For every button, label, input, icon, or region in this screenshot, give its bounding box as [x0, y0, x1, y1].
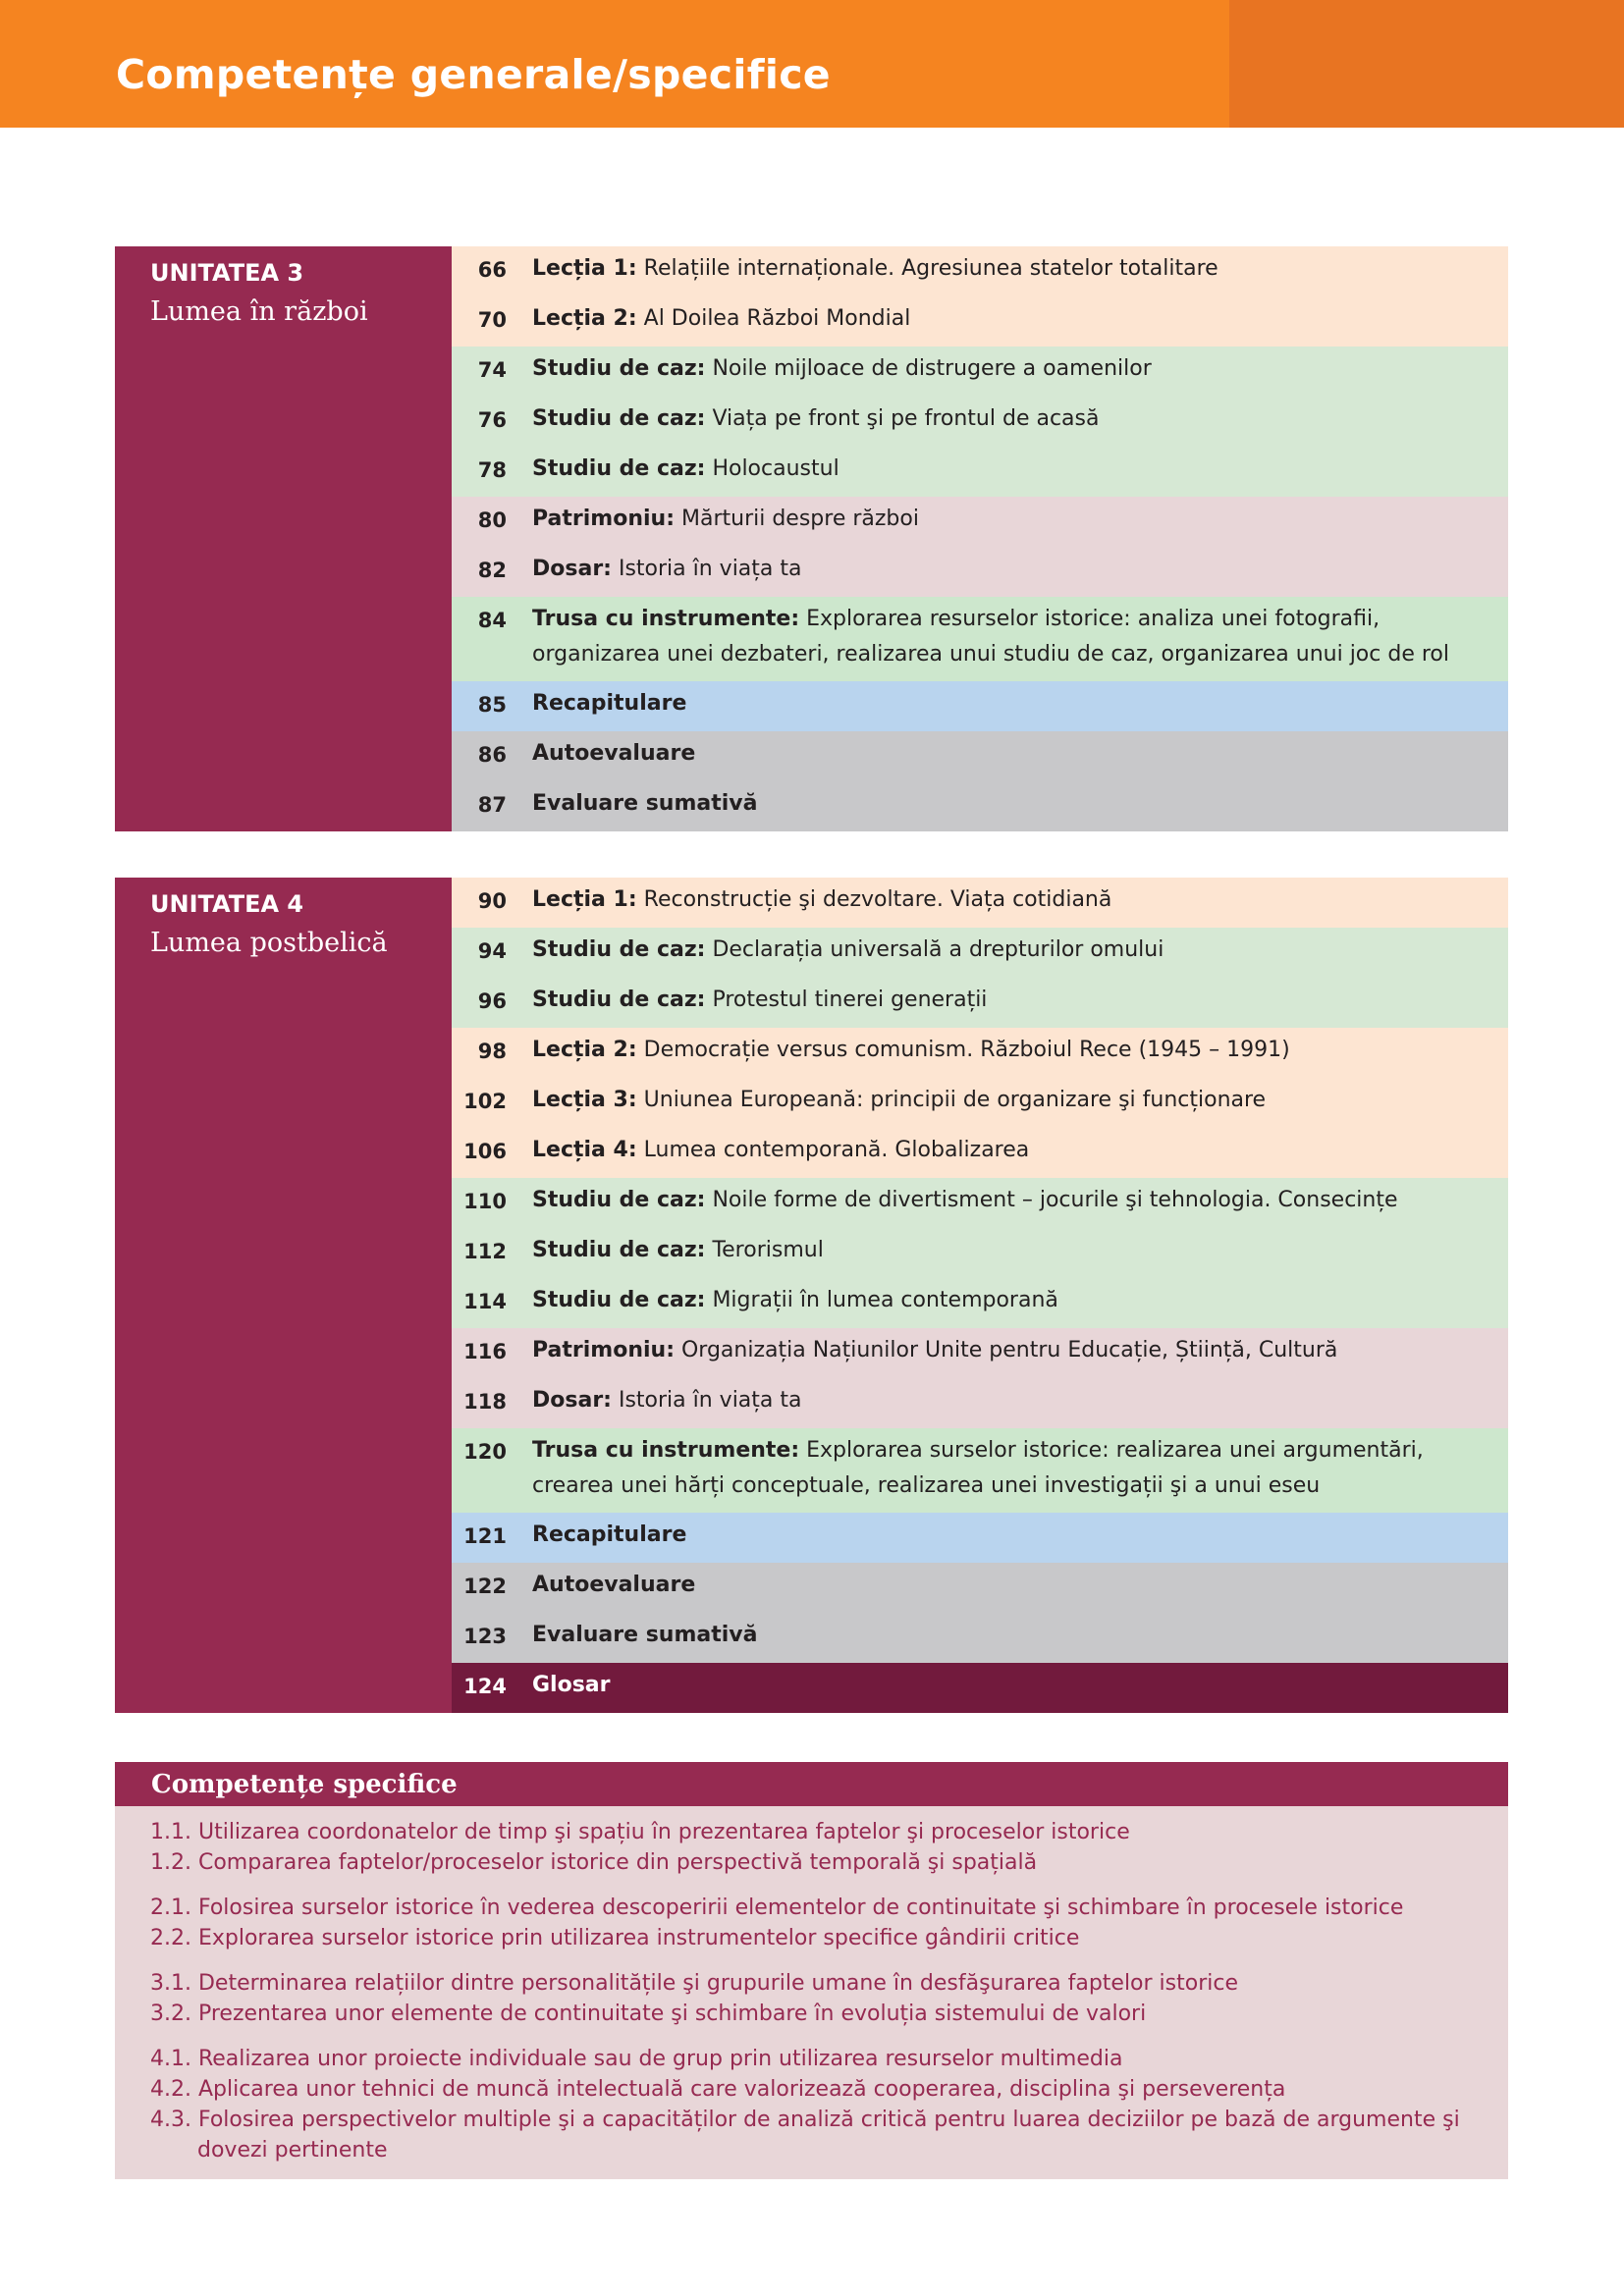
unit-4-block	[115, 878, 1508, 1713]
page-number: 118	[463, 1390, 507, 1414]
entry-label: Lecția 2:	[532, 1038, 637, 1062]
contents-row	[452, 497, 1508, 547]
entry-label: Studiu de caz:	[532, 1188, 706, 1212]
contents-row	[452, 878, 1508, 928]
entry-label: Evaluare sumativă	[532, 1623, 758, 1647]
entry-text	[532, 1333, 1475, 1368]
competence-group	[150, 1968, 1486, 2029]
entry-title: Noile mijloace de distrugere a oamenilor	[705, 356, 1152, 381]
specific-competences-box	[115, 1762, 1508, 2179]
entry-label: Evaluare sumativă	[532, 791, 758, 816]
contents-row	[452, 347, 1508, 397]
page-number: 94	[477, 939, 507, 963]
page-number: 80	[477, 508, 507, 532]
entry-title: Al Doilea Război Mondial	[636, 306, 911, 331]
entry-text	[532, 1668, 1475, 1703]
page-title: Competențe generale/specifice	[116, 51, 831, 98]
entry-text	[532, 1383, 1475, 1418]
contents-row	[452, 1078, 1508, 1128]
unit-contents-list	[452, 246, 1508, 831]
entry-label: Trusa cu instrumente:	[532, 607, 800, 631]
competence-group	[150, 1817, 1486, 1878]
competence-item: 1.1. Utilizarea coordonatelor de timp şi spațiu în prezentarea faptelor şi proceselor istorice	[150, 1820, 1130, 1844]
contents-row	[452, 1428, 1508, 1513]
competence-group	[150, 1893, 1486, 1953]
competence-item: 2.1. Folosirea surselor istorice în vederea descoperirii elementelor de continuitate şi schimbare în procesele istorice	[150, 1896, 1404, 1920]
competence-item: 1.2. Compararea faptelor/proceselor istorice din perspectivă temporală şi spațială	[150, 1850, 1038, 1875]
contents-row	[452, 597, 1508, 681]
unit-3-block	[115, 246, 1508, 831]
entry-text	[532, 452, 1475, 487]
contents-row	[452, 1663, 1508, 1713]
unit-side-panel	[115, 878, 452, 1713]
page-number: 121	[463, 1524, 507, 1548]
entry-label: Lecția 4:	[532, 1138, 637, 1162]
page-number: 110	[463, 1190, 507, 1213]
competence-item: 4.1. Realizarea unor proiecte individuale sau de grup prin utilizarea resurselor multimedia	[150, 2047, 1123, 2071]
entry-text	[532, 351, 1475, 387]
contents-row	[452, 1228, 1508, 1278]
competence-item: 4.2. Aplicarea unor tehnici de muncă intelectuală care valorizează cooperarea, disciplina şi perseverența	[150, 2077, 1286, 2102]
entry-text	[532, 502, 1475, 537]
page-number: 84	[477, 609, 507, 632]
entry-title: Lumea contemporană. Globalizarea	[636, 1138, 1030, 1162]
entry-text	[532, 1283, 1475, 1318]
entry-text	[532, 933, 1475, 968]
entry-label: Glosar	[532, 1673, 611, 1697]
entry-label: Dosar:	[532, 1388, 612, 1413]
entry-text	[532, 251, 1475, 287]
competence-group	[150, 2044, 1486, 2165]
entry-text	[532, 983, 1475, 1018]
competence-item: 3.1. Determinarea relațiilor dintre personalitățile şi grupurile umane în desfăşurarea faptelor istorice	[150, 1971, 1239, 1996]
entry-text	[532, 1618, 1475, 1653]
entry-text	[532, 1033, 1475, 1068]
entry-text	[532, 786, 1475, 822]
entry-label: Recapitulare	[532, 1522, 687, 1547]
contents-row	[452, 1178, 1508, 1228]
page-number: 76	[477, 408, 507, 432]
entry-text	[532, 882, 1475, 918]
entry-label: Studiu de caz:	[532, 1238, 706, 1262]
unit-subtitle: Lumea în război	[150, 296, 368, 327]
entry-title: Reconstrucție şi dezvoltare. Viața cotidiană	[636, 887, 1112, 912]
contents-row	[452, 246, 1508, 296]
competence-item: 3.2. Prezentarea unor elemente de continuitate şi schimbare în evoluția sistemului de valori	[150, 2002, 1147, 2026]
entry-title: Relațiile internaționale. Agresiunea statelor totalitare	[636, 256, 1218, 281]
contents-row	[452, 1378, 1508, 1428]
entry-label: Studiu de caz:	[532, 456, 706, 481]
entry-label: Lecția 1:	[532, 887, 637, 912]
contents-row	[452, 1613, 1508, 1663]
unit-name: UNITATEA 4	[150, 890, 304, 918]
unit-side-panel	[115, 246, 452, 831]
entry-title: Terorismul	[705, 1238, 824, 1262]
contents-row	[452, 1328, 1508, 1378]
entry-title: Explorarea surselor istorice: realizarea unei argumentări, crearea unei hărți conceptuale, realizarea unei investigații şi a unui eseu	[532, 1438, 1424, 1498]
entry-text	[532, 1433, 1475, 1504]
page-number: 120	[463, 1440, 507, 1464]
page-number: 102	[463, 1090, 507, 1113]
entry-label: Lecția 1:	[532, 256, 637, 281]
competence-item: 4.3. Folosirea perspectivelor multiple şi a capacităților de analiză critică pentru luarea deciziilor pe bază de argumente şi dovezi pertinente	[150, 2108, 1460, 2163]
page-number: 90	[477, 889, 507, 913]
contents-row	[452, 1028, 1508, 1078]
entry-title: Explorarea resurselor istorice: analiza unei fotografii, organizarea unei dezbateri, realizarea unui studiu de caz, organizarea unui joc de rol	[532, 607, 1449, 667]
entry-text	[532, 1083, 1475, 1118]
entry-title: Protestul tinerei generații	[705, 988, 988, 1012]
page-number: 74	[477, 358, 507, 382]
entry-title: Noile forme de divertisment – jocurile şi tehnologia. Consecințe	[705, 1188, 1398, 1212]
entry-text	[532, 1133, 1475, 1168]
header-accent-block	[1229, 0, 1624, 128]
entry-label: Recapitulare	[532, 691, 687, 716]
contents-row	[452, 447, 1508, 497]
entry-label: Studiu de caz:	[532, 988, 706, 1012]
entry-title: Declarația universală a drepturilor omului	[705, 937, 1164, 962]
page-number: 82	[477, 559, 507, 582]
entry-text	[532, 686, 1475, 721]
page-number: 98	[477, 1040, 507, 1063]
contents-row	[452, 1513, 1508, 1563]
competence-item: 2.2. Explorarea surselor istorice prin utilizarea instrumentelor specifice gândirii critice	[150, 1926, 1080, 1950]
competences-header	[115, 1762, 1508, 1806]
page-number: 70	[477, 308, 507, 332]
page-number: 87	[477, 793, 507, 817]
page-number: 66	[477, 258, 507, 282]
contents-row	[452, 1563, 1508, 1613]
entry-title: Istoria în viața ta	[611, 557, 802, 581]
entry-text	[532, 736, 1475, 772]
contents-row	[452, 296, 1508, 347]
entry-title: Democrație versus comunism. Războiul Rece (1945 – 1991)	[636, 1038, 1290, 1062]
contents-row	[452, 978, 1508, 1028]
entry-text	[532, 552, 1475, 587]
entry-label: Dosar:	[532, 557, 612, 581]
contents-row	[452, 1128, 1508, 1178]
page-number: 114	[463, 1290, 507, 1313]
contents-row	[452, 397, 1508, 447]
contents-row	[452, 928, 1508, 978]
unit-contents-list	[452, 878, 1508, 1713]
entry-title: Uniunea Europeană: principii de organizare şi funcționare	[636, 1088, 1267, 1112]
entry-label: Autoevaluare	[532, 1573, 696, 1597]
page-number: 123	[463, 1625, 507, 1648]
competences-title: Competențe specifice	[151, 1770, 458, 1799]
entry-label: Studiu de caz:	[532, 406, 706, 431]
entry-label: Lecția 2:	[532, 306, 637, 331]
page-number: 96	[477, 989, 507, 1013]
page-number: 85	[477, 693, 507, 717]
entry-text	[532, 401, 1475, 437]
contents-row	[452, 681, 1508, 731]
page-number: 106	[463, 1140, 507, 1163]
entry-text	[532, 602, 1475, 672]
contents-row	[452, 547, 1508, 597]
unit-name: UNITATEA 3	[150, 259, 304, 287]
page-number: 124	[463, 1675, 507, 1698]
entry-label: Patrimoniu:	[532, 507, 675, 531]
entry-title: Istoria în viața ta	[611, 1388, 802, 1413]
entry-label: Studiu de caz:	[532, 937, 706, 962]
page-number: 112	[463, 1240, 507, 1263]
entry-text	[532, 1183, 1475, 1218]
contents-row	[452, 781, 1508, 831]
entry-text	[532, 1568, 1475, 1603]
entry-title: Holocaustul	[705, 456, 839, 481]
entry-label: Studiu de caz:	[532, 1288, 706, 1312]
entry-title: Organizația Națiunilor Unite pentru Educație, Știință, Cultură	[675, 1338, 1338, 1362]
entry-title: Migrații în lumea contemporană	[705, 1288, 1058, 1312]
entry-text	[532, 1233, 1475, 1268]
page-number: 122	[463, 1575, 507, 1598]
page-number: 86	[477, 743, 507, 767]
entry-label: Lecția 3:	[532, 1088, 637, 1112]
entry-label: Studiu de caz:	[532, 356, 706, 381]
entry-title: Mărturii despre război	[675, 507, 919, 531]
unit-subtitle: Lumea postbelică	[150, 928, 388, 958]
entry-text	[532, 1518, 1475, 1553]
entry-label: Trusa cu instrumente:	[532, 1438, 800, 1463]
entry-title: Viața pe front şi pe frontul de acasă	[705, 406, 1100, 431]
entry-text	[532, 301, 1475, 337]
page-number: 78	[477, 458, 507, 482]
entry-label: Autoevaluare	[532, 741, 696, 766]
competences-list	[150, 1817, 1486, 2180]
entry-label: Patrimoniu:	[532, 1338, 675, 1362]
contents-row	[452, 1278, 1508, 1328]
page-number: 116	[463, 1340, 507, 1363]
contents-row	[452, 731, 1508, 781]
